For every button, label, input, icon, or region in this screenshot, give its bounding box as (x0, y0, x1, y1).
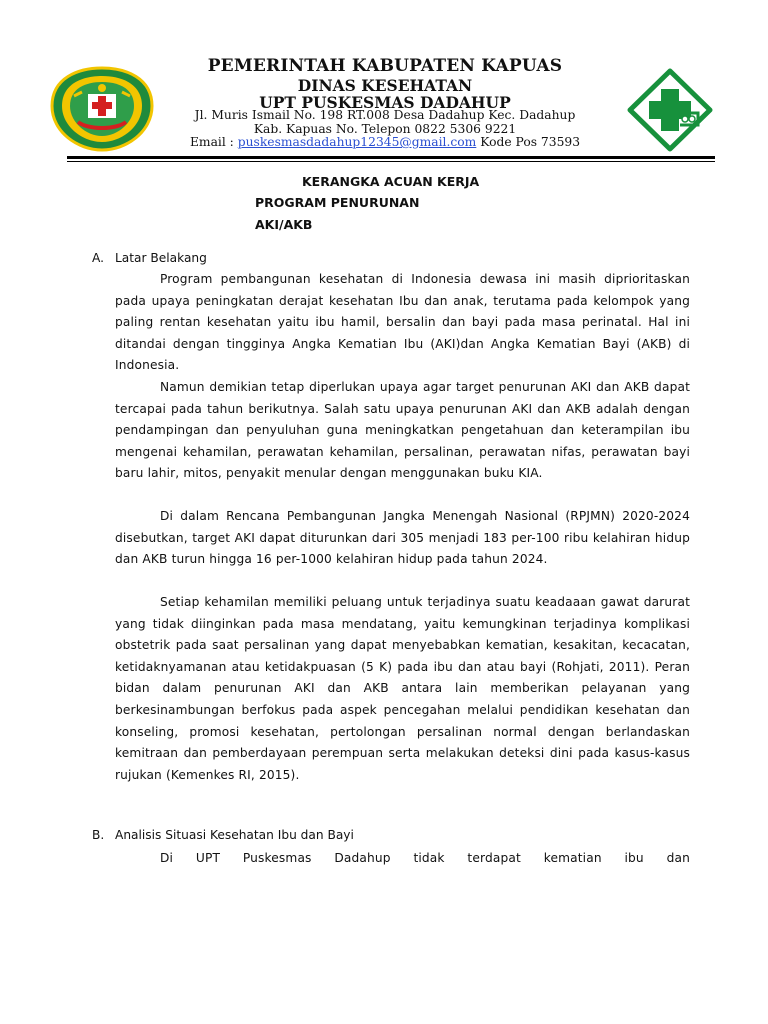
email-link[interactable]: puskesmasdadahup12345@gmail.com (237, 135, 477, 149)
header-puskesmas-name: UPT PUSKESMAS DADAHUP (259, 93, 511, 112)
email-label: Email : (189, 135, 238, 149)
document-title: KERANGKA ACUAN KERJA (302, 174, 480, 189)
section-a-paragraph-2: Namun demikian tetap diperlukan upaya agar target penurunan AKI dan AKB dapat tercapai pada tahun berikutnya. Salah satu upaya penurunan AKI dan AKB adalah dengan pendampingan dan penyuluhan guna meningkatkan pengetahuan dan keterampilan ibu mengenai kehamilan, perawatan kehamilan, persalinan, perawatan nifas, perawatan bayi baru lahir, mitos, penyakit menular dengan menggunakan buku KIA. (115, 380, 690, 481)
section-b-paragraph-1: Di UPT Puskesmas Dadahup tidak terdapat kematian ibu dan (160, 851, 690, 865)
header-department-name: DINAS KESEHATAN (297, 76, 473, 95)
section-b-title: Analisis Situasi Kesehatan Ibu dan Bayi (115, 828, 354, 842)
header-phone-line: Kab. Kapuas No. Telepon 0822 5306 9221 (253, 122, 517, 136)
header-government-name: PEMERINTAH KABUPATEN KAPUAS (207, 56, 563, 76)
section-a-label: A. (92, 251, 104, 265)
postcode: Kode Pos 73593 (476, 135, 581, 149)
header-address-line: Jl. Muris Ismail No. 198 RT.008 Desa Dadahup Kec. Dadahup (194, 108, 576, 122)
header-contact-line (160, 135, 610, 149)
section-a-paragraph-3: Di dalam Rencana Pembangunan Jangka Menengah Nasional (RPJMN) 2020-2024 disebutkan, target AKI dapat diturunkan dari 305 menjadi 183 per-100 ribu kelahiran hidup dan AKB turun hingga 16 per-1000 kelahiran hidup pada tahun 2024. (115, 509, 690, 567)
section-a-paragraph-1: Program pembangunan kesehatan di Indonesia dewasa ini masih diprioritaskan pada upaya peningkatan derajat kesehatan Ibu dan anak, terutama pada kelompok yang paling rentan kesehatan yaitu ibu hamil, bersalin dan bayi pada masa perinatal. Hal ini ditandai dengan tingginya Angka Kematian Ibu (AKI)dan Angka Kematian Bayi (AKB) di Indonesia. (115, 272, 690, 373)
puskesmas-logo-icon (624, 67, 716, 153)
kabupaten-kapuas-logo-icon (48, 66, 156, 152)
program-subtitle: AKI/AKB (255, 217, 313, 232)
header-divider-thick (67, 156, 715, 159)
section-a-title: Latar Belakang (115, 251, 207, 265)
program-title: PROGRAM PENURUNAN (255, 195, 420, 210)
section-a-heading (92, 251, 207, 265)
section-b-heading (92, 828, 354, 842)
header-divider-thin (67, 161, 715, 162)
section-b-label: B. (92, 828, 105, 842)
section-a-paragraph-4: Setiap kehamilan memiliki peluang untuk terjadinya suatu keadaaan gawat darurat yang tidak diinginkan pada masa mendatang, yaitu kemungkinan terjadinya komplikasi obstetrik pada saat persalinan yang dapat menyebabkan kematian, kesakitan, kecacatan, ketidaknyamanan atau ketidakpuasan (5 K) pada ibu dan atau bayi (Rohjati, 2011). Peran bidan dalam penurunan AKI dan AKB antara lain memberikan pelayanan yang berkesinambungan berfokus pada aspek pencegahan melalui pendidikan kesehatan dan konseling, promosi kesehatan, pertolongan persalinan normal dengan berlandaskan kemitraan dan pemberdayaan perempuan serta melakukan deteksi dini pada kasus-kasus rujukan (Kemenkes RI, 2015). (115, 595, 690, 782)
